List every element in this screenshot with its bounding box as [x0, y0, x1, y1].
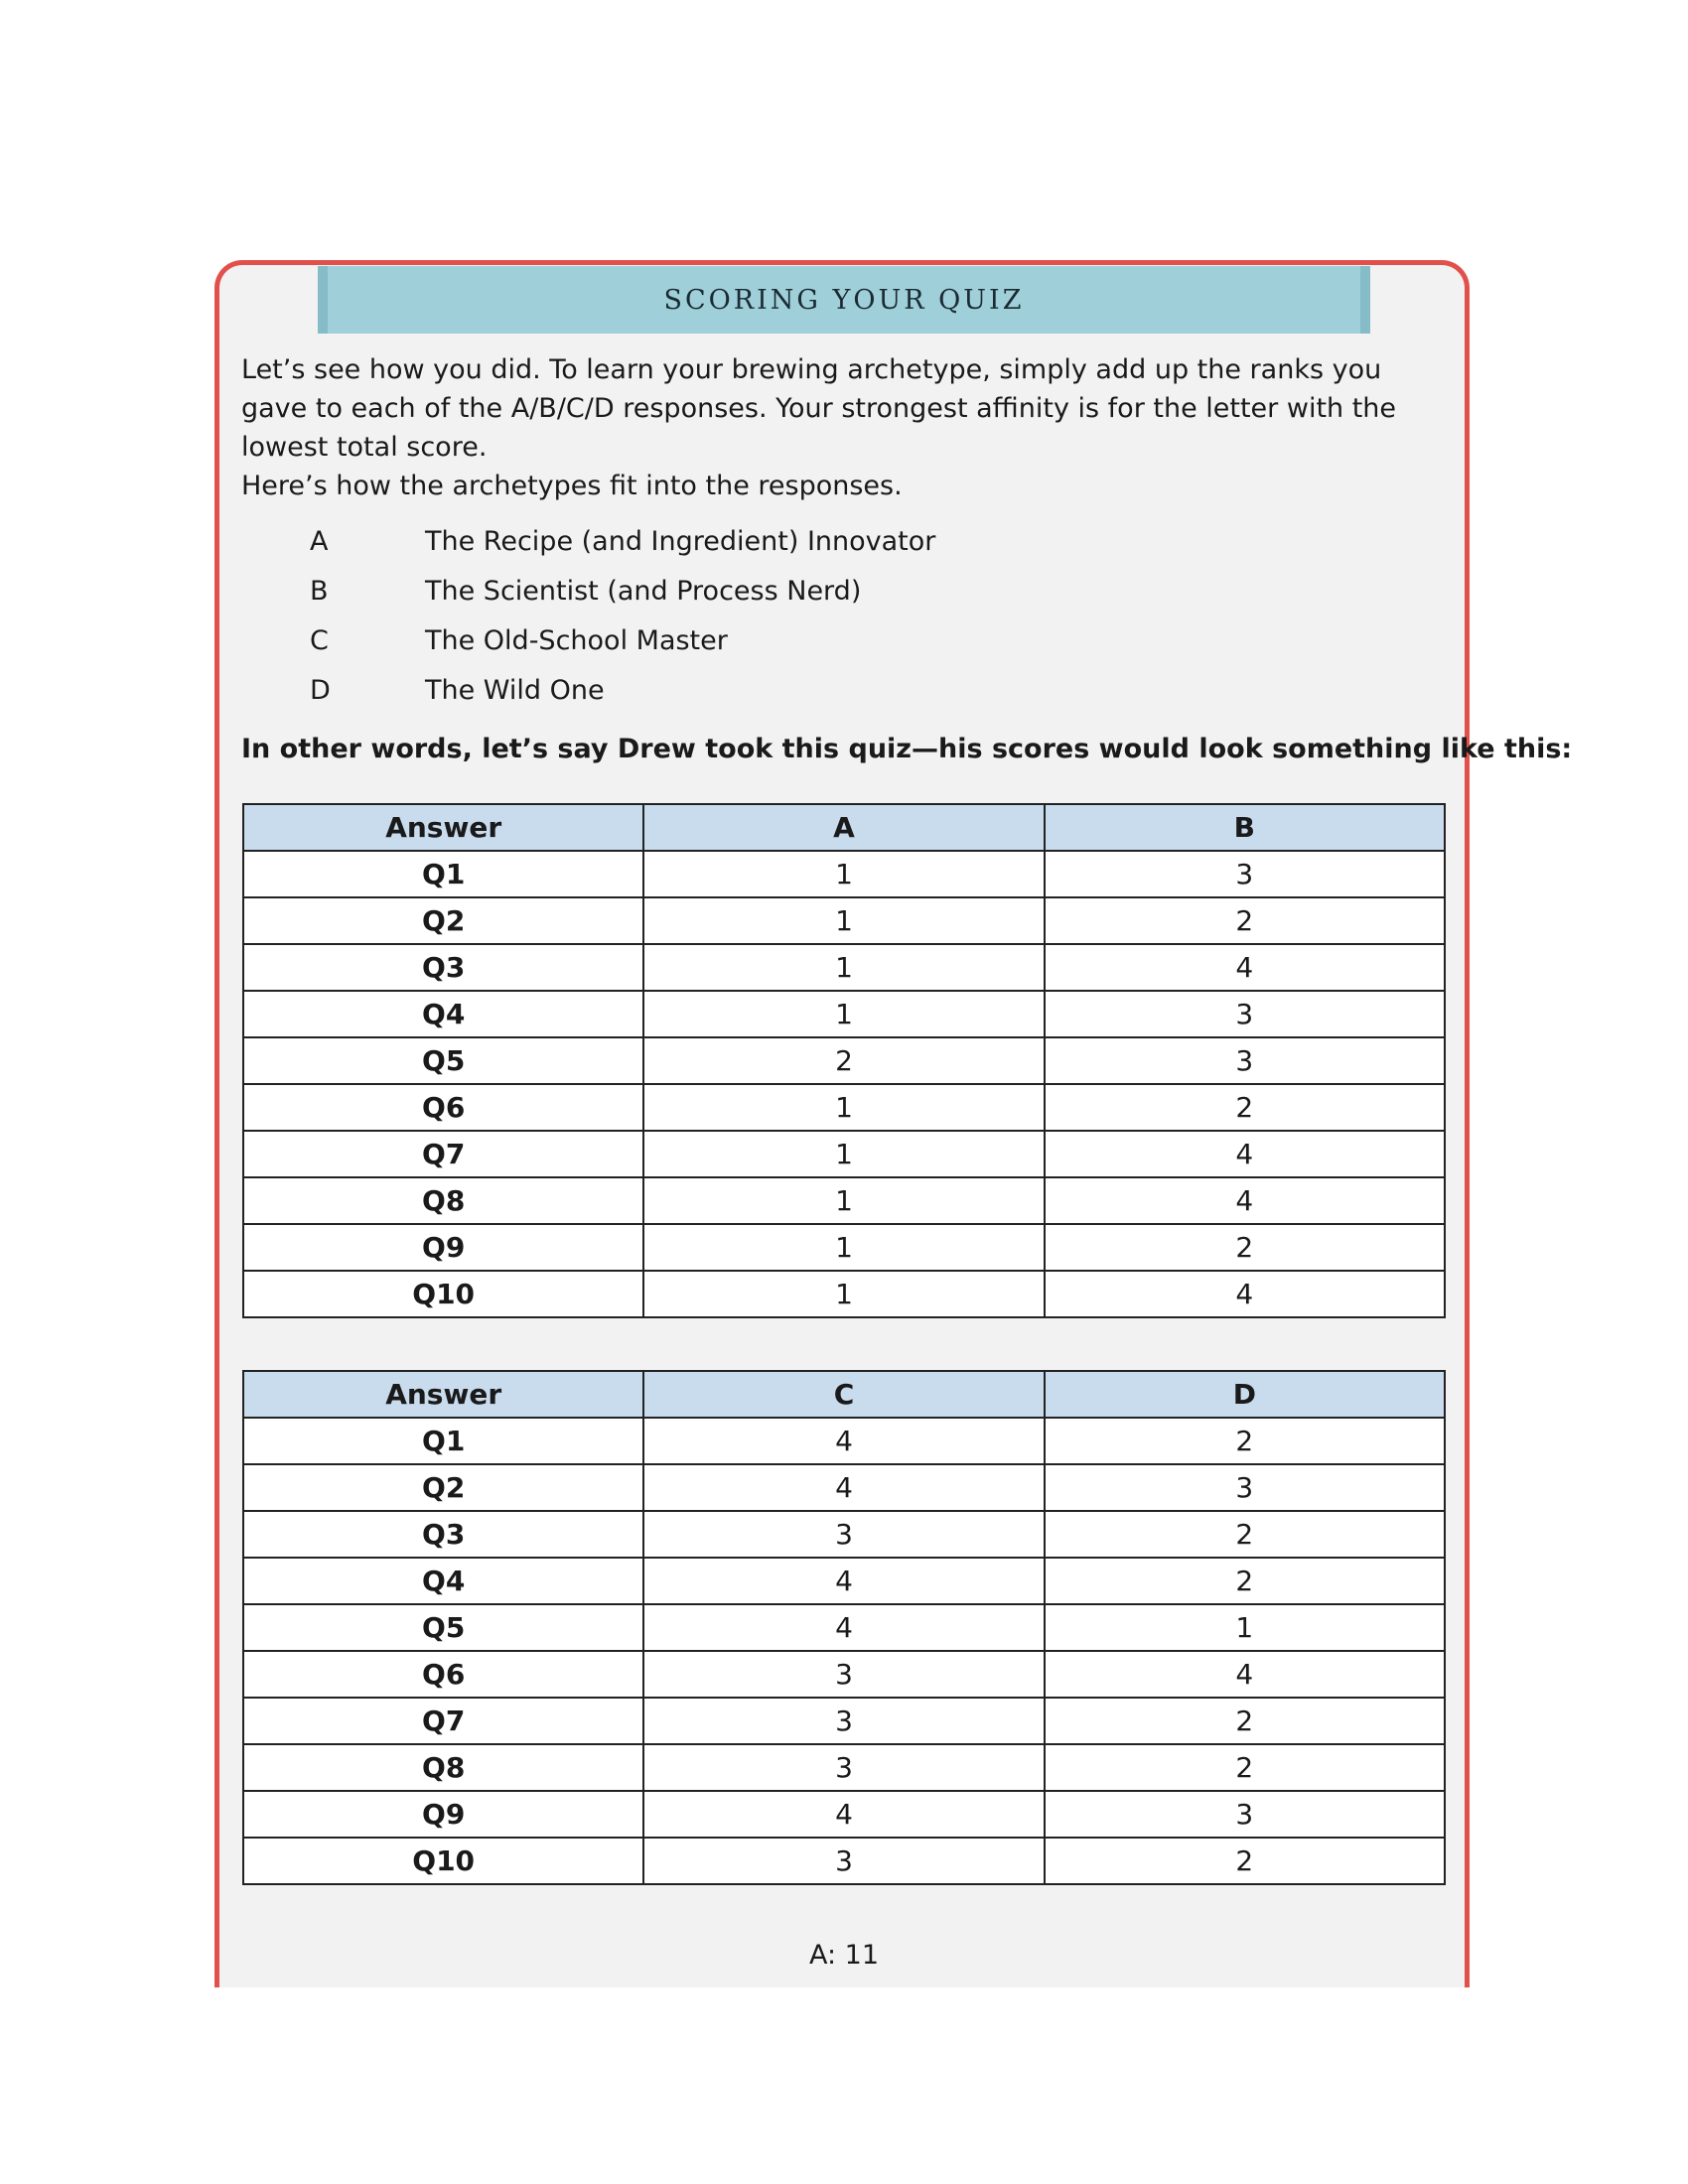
- table-row: [243, 991, 1445, 1037]
- column-header: C: [643, 1371, 1044, 1418]
- score-cell: 1: [643, 1271, 1044, 1317]
- question-cell: Q4: [243, 1558, 643, 1604]
- score-table-c-d: [242, 1370, 1446, 1885]
- column-header: Answer: [243, 804, 643, 851]
- question-cell: Q3: [243, 1511, 643, 1558]
- score-cell: 2: [1045, 1224, 1445, 1271]
- archetype-letter: A: [310, 525, 329, 557]
- table-row: [243, 1464, 1445, 1511]
- score-cell: 4: [643, 1558, 1044, 1604]
- table-row: [243, 1651, 1445, 1698]
- score-cell: 1: [643, 1177, 1044, 1224]
- score-cell: 2: [643, 1037, 1044, 1084]
- score-cell: 3: [1045, 851, 1445, 897]
- title-banner: [318, 266, 1370, 334]
- table-row: [243, 944, 1445, 991]
- score-cell: 3: [1045, 1037, 1445, 1084]
- score-cell: 4: [1045, 1177, 1445, 1224]
- score-cell: 2: [1045, 1698, 1445, 1744]
- archetype-list: [310, 516, 935, 715]
- table-header-row: [243, 1371, 1445, 1418]
- table-row: [243, 1037, 1445, 1084]
- score-cell: 2: [1045, 1511, 1445, 1558]
- score-cell: 3: [1045, 1791, 1445, 1838]
- score-cell: 4: [1045, 1651, 1445, 1698]
- score-cell: 1: [643, 1131, 1044, 1177]
- table-row: [243, 1744, 1445, 1791]
- score-cell: 4: [643, 1464, 1044, 1511]
- table-row: [243, 1271, 1445, 1317]
- question-cell: Q6: [243, 1651, 643, 1698]
- total-note: A: 11: [808, 1940, 880, 1971]
- archetype-letter: C: [310, 624, 329, 656]
- archetype-name: The Wild One: [425, 674, 605, 706]
- score-cell: 1: [643, 851, 1044, 897]
- column-header: B: [1045, 804, 1445, 851]
- score-cell: 3: [643, 1744, 1044, 1791]
- archetype-letter: B: [310, 575, 329, 607]
- table-row: [243, 1558, 1445, 1604]
- table-row: [243, 1131, 1445, 1177]
- question-cell: Q9: [243, 1791, 643, 1838]
- archetype-letter: D: [310, 674, 331, 706]
- score-cell: 1: [643, 897, 1044, 944]
- score-cell: 1: [643, 991, 1044, 1037]
- question-cell: Q4: [243, 991, 643, 1037]
- table-row: [243, 1224, 1445, 1271]
- score-cell: 1: [1045, 1604, 1445, 1651]
- question-cell: Q10: [243, 1838, 643, 1884]
- score-cell: 1: [643, 1084, 1044, 1131]
- question-cell: Q1: [243, 1418, 643, 1464]
- score-cell: 2: [1045, 1418, 1445, 1464]
- column-header: Answer: [243, 1371, 643, 1418]
- score-cell: 3: [1045, 991, 1445, 1037]
- archetype-item-c: [310, 615, 935, 665]
- score-cell: 2: [1045, 1558, 1445, 1604]
- table-row: [243, 1838, 1445, 1884]
- question-cell: Q7: [243, 1698, 643, 1744]
- archetype-item-a: [310, 516, 935, 566]
- score-cell: 3: [643, 1838, 1044, 1884]
- intro-paragraph: Let’s see how you did. To learn your brewing archetype, simply add up the ranks you gave to each of the A/B/C/D responses. Your strongest affinity is for the letter with the lowest total score.: [241, 354, 1397, 463]
- table-row: [243, 1791, 1445, 1838]
- question-cell: Q2: [243, 897, 643, 944]
- score-cell: 3: [643, 1651, 1044, 1698]
- score-cell: 4: [643, 1418, 1044, 1464]
- score-cell: 4: [1045, 1271, 1445, 1317]
- score-cell: 2: [1045, 1838, 1445, 1884]
- example-intro: In other words, let’s say Drew took this quiz—his scores would look something like this:: [241, 734, 1573, 764]
- question-cell: Q9: [243, 1224, 643, 1271]
- table-row: [243, 1511, 1445, 1558]
- table-row: [243, 1177, 1445, 1224]
- score-cell: 4: [1045, 1131, 1445, 1177]
- question-cell: Q6: [243, 1084, 643, 1131]
- question-cell: Q5: [243, 1604, 643, 1651]
- score-cell: 4: [643, 1604, 1044, 1651]
- table-row: [243, 1084, 1445, 1131]
- table-row: [243, 1604, 1445, 1651]
- table-header-row: [243, 804, 1445, 851]
- table-row: [243, 1698, 1445, 1744]
- score-cell: 3: [1045, 1464, 1445, 1511]
- score-cell: 2: [1045, 1084, 1445, 1131]
- archetype-item-b: [310, 566, 935, 615]
- score-cell: 1: [643, 1224, 1044, 1271]
- page-title: SCORING YOUR QUIZ: [663, 284, 1025, 316]
- table-row: [243, 1418, 1445, 1464]
- score-cell: 4: [1045, 944, 1445, 991]
- archetype-name: The Recipe (and Ingredient) Innovator: [425, 525, 936, 557]
- column-header: D: [1045, 1371, 1445, 1418]
- question-cell: Q5: [243, 1037, 643, 1084]
- archetype-name: The Old-School Master: [425, 624, 728, 656]
- question-cell: Q2: [243, 1464, 643, 1511]
- score-cell: 2: [1045, 897, 1445, 944]
- score-cell: 3: [643, 1511, 1044, 1558]
- table-row: [243, 851, 1445, 897]
- archetype-name: The Scientist (and Process Nerd): [425, 575, 862, 607]
- intro-text: [241, 350, 1433, 505]
- score-cell: 1: [643, 944, 1044, 991]
- question-cell: Q8: [243, 1177, 643, 1224]
- question-cell: Q1: [243, 851, 643, 897]
- intro-lead-in: Here’s how the archetypes fit into the responses.: [241, 471, 903, 501]
- question-cell: Q7: [243, 1131, 643, 1177]
- question-cell: Q3: [243, 944, 643, 991]
- archetype-item-d: [310, 665, 935, 715]
- question-cell: Q10: [243, 1271, 643, 1317]
- score-cell: 3: [643, 1698, 1044, 1744]
- score-cell: 4: [643, 1791, 1044, 1838]
- score-cell: 2: [1045, 1744, 1445, 1791]
- column-header: A: [643, 804, 1044, 851]
- score-table-a-b: [242, 803, 1446, 1318]
- question-cell: Q8: [243, 1744, 643, 1791]
- table-row: [243, 897, 1445, 944]
